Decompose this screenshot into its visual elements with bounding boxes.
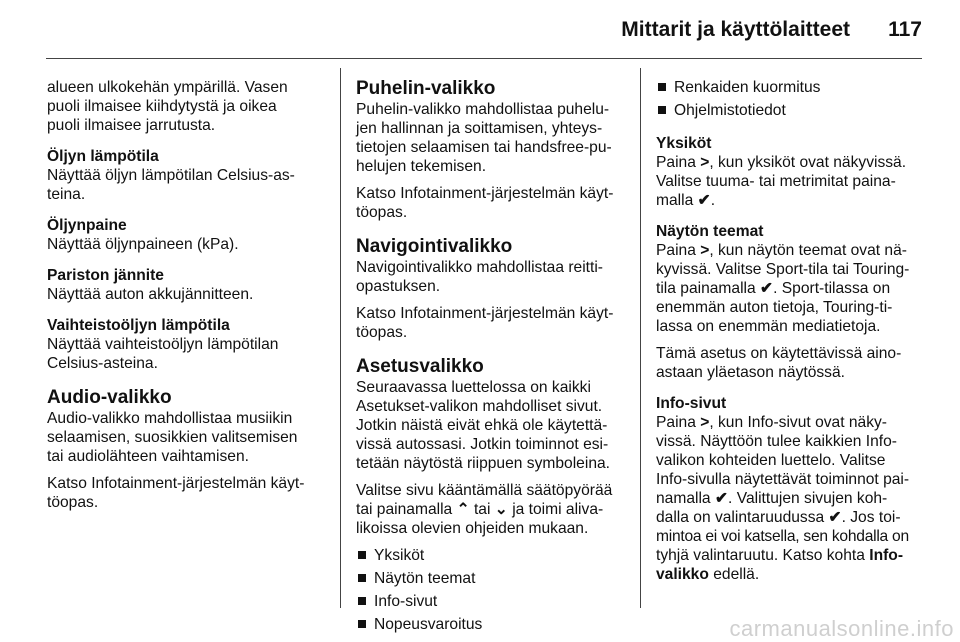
phone-menu-heading: Puhelin-valikko: [356, 78, 496, 99]
audio-menu-text: Audio-valikko mahdollistaa musiikin selaamisen, suosikkien valitsemisen tai audiolähteen vaihtamisen.: [47, 410, 298, 465]
battery-heading: Pariston jännite: [47, 267, 164, 284]
info-pages-text: Paina >, kun Info-sivut ovat näky- vissä. Näyttöön tulee kaikkien Info- valikon kohteiden luettelo. Valitse Info-sivulla näytettävät toiminnot pai- namalla ✔. Valittujen sivujen koh- dalla on valintaruudussa ✔. Jos toi- mintoa ei voi katsella, sen kohdalla on tyhjä valintaruutu. Katso kohta Info- valikko edellä.: [656, 414, 910, 583]
cross-reference-link: Info-: [869, 547, 904, 564]
chevron-right-icon: >: [700, 154, 710, 171]
column-divider: [640, 68, 641, 608]
phone-see-manual: Katso Infotainment-järjestelmän käyt- töopas.: [356, 185, 614, 221]
oil-pressure-text: Näyttää öljynpaineen (kPa).: [47, 236, 239, 253]
header-divider: [46, 58, 922, 59]
list-item: Info-sivut: [356, 592, 634, 611]
battery-text: Näyttää auton akkujännitteen.: [47, 286, 254, 303]
column-3: [656, 78, 924, 592]
bullet-square-icon: [358, 597, 366, 605]
cross-reference-link: valikko: [656, 566, 709, 583]
themes-note: Tämä asetus on käytettävissä aino- astaan yläetason näytössä.: [656, 345, 902, 381]
page-header-title: Mittarit ja käyttölaitteet: [621, 18, 850, 41]
check-icon: ✔: [828, 509, 842, 526]
chevron-up-icon: ⌃: [456, 501, 470, 518]
bullet-square-icon: [658, 83, 666, 91]
chevron-right-icon: >: [700, 242, 710, 259]
column-divider: [340, 68, 341, 608]
intro-paragraph: alueen ulkokehän ympärillä. Vasen puoli ilmaisee kiihdytystä ja oikea puoli ilmaisee jarrutusta.: [47, 79, 288, 134]
list-item: Renkaiden kuormitus: [656, 78, 924, 97]
column-2: [356, 78, 634, 638]
nav-see-manual: Katso Infotainment-järjestelmän käyt- töopas.: [356, 305, 614, 341]
chevron-down-icon: ⌄: [494, 501, 508, 518]
nav-menu-text: Navigointivalikko mahdollistaa reitti- opastuksen.: [356, 259, 604, 295]
units-heading: Yksiköt: [656, 135, 712, 152]
settings-menu-text: Seuraavassa luettelossa on kaikki Asetukset-valikon mahdolliset sivut. Jotkin näistä eivät ehkä ole käytettä- vissä autossasi. Jotkin toiminnot esi- tetään näytöstä riippuen symboleina.: [356, 379, 610, 472]
chevron-right-icon: >: [700, 414, 710, 431]
audio-menu-heading: Audio-valikko: [47, 387, 172, 408]
list-item: Ohjelmistotiedot: [656, 101, 924, 120]
trans-oil-text: Näyttää vaihteistoöljyn lämpötilan Celsius-asteina.: [47, 336, 279, 372]
list-item: Yksiköt: [356, 546, 634, 565]
oil-temp-heading: Öljyn lämpötila: [47, 148, 159, 165]
settings-instructions: Valitse sivu kääntämällä säätöpyörää tai painamalla ⌃ tai ⌄ ja toimi aliva- likoissa olevien ohjeiden mukaan.: [356, 482, 613, 537]
page-number: 117: [888, 18, 922, 41]
list-item: Näytön teemat: [356, 569, 634, 588]
oil-temp-text: Näyttää öljyn lämpötilan Celsius-as- teina.: [47, 167, 295, 203]
watermark: carmanualsonline.info: [729, 616, 954, 641]
themes-heading: Näytön teemat: [656, 223, 764, 240]
bullet-square-icon: [358, 574, 366, 582]
column-1: [47, 78, 323, 520]
trans-oil-heading: Vaihteistoöljyn lämpötila: [47, 317, 230, 334]
phone-menu-text: Puhelin-valikko mahdollistaa puhelu- jen hallinnan ja soittamisen, yhteys- tietojen selaamisen tai handsfree-pu- helujen tekemisen.: [356, 101, 612, 175]
units-text: Paina >, kun yksiköt ovat näkyvissä. Valitse tuuma- tai metrimitat paina- malla ✔.: [656, 154, 907, 209]
list-item: Nopeusvaroitus: [356, 615, 634, 634]
bullet-square-icon: [358, 551, 366, 559]
bullet-square-icon: [658, 106, 666, 114]
settings-menu-heading: Asetusvalikko: [356, 356, 484, 377]
audio-see-manual: Katso Infotainment-järjestelmän käyt- töopas.: [47, 475, 305, 511]
oil-pressure-heading: Öljynpaine: [47, 217, 127, 234]
nav-menu-heading: Navigointivalikko: [356, 236, 513, 257]
check-icon: ✔: [760, 280, 774, 297]
check-icon: ✔: [714, 490, 729, 507]
info-pages-heading: Info-sivut: [656, 395, 727, 412]
themes-text: Paina >, kun näytön teemat ovat nä- kyvissä. Valitse Sport-tila tai Touring- tila painamalla ✔. Sport-tilassa on enemmän auton tietoja, Touring-ti- lassa on enemmän mediatietoja.: [656, 242, 910, 335]
check-icon: ✔: [697, 192, 711, 209]
